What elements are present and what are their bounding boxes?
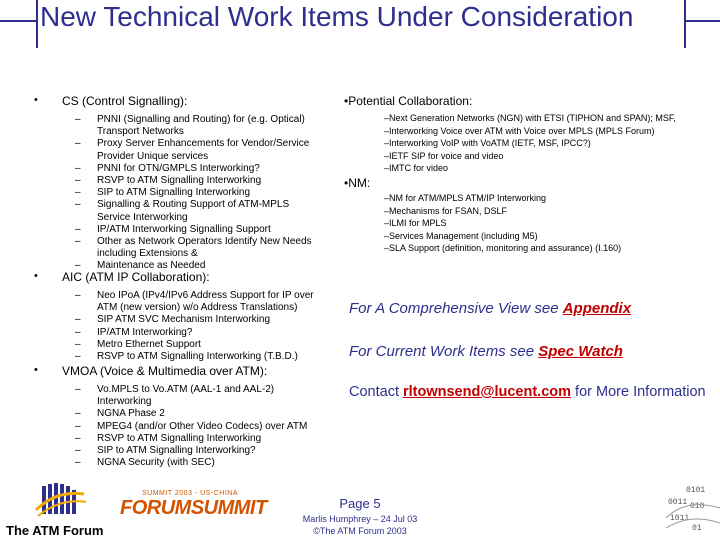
item-text: RSVP to ATM Signalling Interworking (T.B.D.) — [97, 351, 298, 363]
section-heading: AIC (ATM IP Collaboration): — [62, 270, 210, 284]
potential-list — [384, 112, 716, 175]
nm-heading-text: NM: — [348, 176, 371, 190]
list-item — [384, 137, 716, 150]
atm-forum-logo — [6, 480, 116, 536]
nm-list — [384, 192, 716, 255]
svg-text:0011: 0011 — [668, 498, 688, 507]
dash-glyph: – — [75, 114, 81, 125]
dash-glyph: – — [384, 205, 390, 216]
item-text: NGNA Phase 2 — [97, 408, 165, 420]
svg-text:1011: 1011 — [670, 514, 690, 523]
atm-forum-label: The ATM Forum — [6, 523, 104, 538]
spec-watch-callout — [349, 343, 623, 361]
bullet-glyph: • — [34, 364, 38, 376]
item-text: Services Management (including M5) — [389, 230, 538, 241]
item-text: SIP to ATM Signalling Interworking? — [97, 445, 256, 457]
appendix-callout — [349, 300, 631, 318]
dash-glyph: – — [384, 243, 390, 254]
contact-email-link[interactable]: rltownsend@lucent.com — [403, 384, 572, 400]
sub-list — [75, 290, 322, 363]
svg-text:01: 01 — [692, 524, 702, 533]
frame-top-left-line — [0, 20, 37, 22]
list-item — [384, 230, 716, 243]
contact-suffix: for More Information — [571, 384, 706, 400]
list-item — [384, 150, 716, 163]
item-text: Vo.MPLS to Vo.ATM (AAL-1 and AAL-2) Interworking — [97, 384, 275, 408]
dash-glyph: – — [75, 326, 81, 338]
dash-glyph: – — [75, 162, 81, 174]
list-item — [75, 338, 322, 351]
dash-glyph: – — [75, 445, 81, 457]
nm-heading — [344, 176, 716, 190]
left-column — [34, 94, 322, 273]
dash-glyph: – — [75, 236, 81, 248]
item-text: RSVP to ATM Signalling Interworking — [97, 175, 262, 187]
appendix-prefix: For A Comprehensive View see — [349, 300, 563, 317]
dash-glyph: – — [75, 338, 81, 350]
contact-prefix: Contact — [349, 384, 403, 400]
item-text: Proxy Server Enhancements for Vendor/Service Provider Unique services — [97, 138, 310, 162]
list-item — [75, 326, 322, 339]
potential-heading — [344, 94, 716, 108]
dash-glyph: – — [384, 113, 390, 123]
item-text: Metro Ethernet Support — [97, 338, 201, 350]
dash-glyph: – — [75, 351, 81, 363]
dash-glyph: – — [75, 420, 81, 432]
frame-top-right-line — [684, 20, 720, 22]
dash-glyph: – — [75, 223, 81, 235]
list-item — [75, 314, 322, 326]
left-column-vmoa — [34, 364, 322, 469]
right-column-potential — [344, 94, 716, 175]
list-item — [75, 384, 322, 408]
item-text: Other as Network Operators Identify New Needs including Extensions & — [97, 236, 312, 260]
item-text: Neo IPoA (IPv4/IPv6 Address Support for IP over ATM (new version) w/o Address Translations) — [97, 290, 314, 314]
section-heading: CS (Control Signalling): — [62, 94, 188, 108]
dash-glyph: – — [384, 218, 390, 229]
item-text: Signalling & Routing Support of ATM-MPLS Service Interworking — [97, 199, 290, 223]
dash-glyph: – — [384, 163, 390, 174]
list-item — [75, 236, 322, 260]
dash-glyph: – — [75, 290, 81, 301]
list-item — [384, 192, 716, 205]
frame-left-vertical-line — [36, 0, 38, 48]
item-text: IP/ATM Interworking? — [97, 326, 193, 338]
list-item — [384, 217, 716, 230]
spec-watch-link[interactable]: Spec Watch — [538, 343, 623, 360]
potential-heading-text: Potential Collaboration: — [348, 94, 473, 108]
item-text: Interworking Voice over ATM with Voice over MPLS (MPLS Forum) — [389, 125, 655, 136]
section-aic — [34, 270, 322, 363]
list-item — [384, 242, 716, 255]
appendix-link[interactable]: Appendix — [562, 300, 632, 317]
dash-glyph: – — [75, 175, 81, 187]
item-text: IP/ATM Interworking Signalling Support — [97, 223, 271, 235]
binary-pattern-icon — [666, 478, 720, 540]
list-item — [75, 187, 322, 199]
svg-text:0101: 0101 — [686, 486, 706, 495]
left-column-aic — [34, 270, 322, 363]
dash-glyph: – — [75, 260, 81, 272]
list-item — [75, 432, 322, 445]
svg-text:010: 010 — [690, 502, 705, 511]
item-text: ILMI for MPLS — [389, 218, 447, 229]
list-item — [384, 125, 716, 138]
item-text: SIP ATM SVC Mechanism Interworking — [97, 314, 271, 326]
contact-callout — [349, 384, 709, 401]
atm-globe-icon — [6, 480, 116, 520]
list-item — [75, 445, 322, 457]
right-column-nm — [344, 176, 716, 255]
list-item — [75, 114, 322, 138]
dash-glyph: – — [75, 432, 81, 444]
item-text: Mechanisms for FSAN, DSLF — [389, 205, 508, 216]
dash-glyph: – — [384, 150, 390, 161]
list-item — [75, 290, 322, 314]
dash-glyph: – — [75, 187, 81, 199]
item-text: IETF SIP for voice and video — [389, 150, 504, 161]
list-item — [75, 351, 322, 363]
forum-summit-logo — [120, 490, 267, 530]
dash-glyph: – — [75, 408, 81, 420]
section-heading: VMOA (Voice & Multimedia over ATM): — [62, 364, 268, 378]
dash-glyph: – — [75, 138, 81, 150]
list-item — [75, 138, 322, 162]
footer-copyright: ©The ATM Forum 2003 — [313, 526, 407, 536]
summit-small-label: SUMMIT 2003 - US-CHINA — [141, 490, 239, 497]
list-item — [75, 175, 322, 187]
summit-label: FORUMSUMMIT — [120, 497, 267, 519]
bullet-glyph: • — [34, 270, 38, 282]
dash-glyph: – — [384, 125, 390, 136]
bullet-glyph: • — [34, 94, 38, 106]
sub-list — [75, 384, 322, 469]
item-text: PNNI (Signalling and Routing) for (e.g. Optical) Transport Networks — [97, 114, 305, 138]
dash-glyph: – — [75, 314, 81, 326]
dash-glyph: – — [75, 199, 81, 211]
bullet-glyph: • — [344, 94, 349, 108]
list-item — [75, 457, 322, 469]
list-item — [384, 112, 716, 125]
item-text: SLA Support (definition, monitoring and assurance) (I.160) — [389, 243, 622, 254]
sub-list — [75, 114, 322, 273]
section-cs — [34, 94, 322, 273]
dash-glyph: – — [384, 193, 390, 203]
item-text: Interworking VoIP with VoATM (IETF, MSF, IPCC?) — [389, 138, 591, 149]
dash-glyph: – — [384, 138, 390, 149]
page-title: New Technical Work Items Under Consideration — [40, 1, 634, 32]
list-item — [384, 162, 716, 175]
list-item — [75, 223, 322, 236]
section-vmoa — [34, 364, 322, 469]
footer-page: Page 5 — [339, 496, 381, 511]
dash-glyph: – — [75, 457, 81, 469]
item-text: MPEG4 (and/or Other Video Codecs) over ATM — [97, 420, 308, 432]
list-item — [75, 199, 322, 223]
dash-glyph: – — [75, 384, 81, 395]
frame-right-vertical-line — [684, 0, 686, 48]
item-text: IMTC for video — [389, 163, 449, 174]
item-text: NGNA Security (with SEC) — [97, 457, 215, 469]
spec-prefix: For Current Work Items see — [349, 343, 539, 360]
footer-author: Marlis Humphrey – 24 Jul 03 — [302, 514, 418, 524]
bullet-glyph: • — [344, 176, 349, 190]
item-text: PNNI for OTN/GMPLS Interworking? — [97, 162, 260, 174]
list-item — [75, 420, 322, 433]
item-text: RSVP to ATM Signalling Interworking — [97, 432, 262, 444]
item-text: NM for ATM/MPLS ATM/IP Interworking — [389, 193, 547, 203]
list-item — [75, 162, 322, 175]
dash-glyph: – — [384, 230, 390, 241]
binary-art-decoration — [666, 478, 720, 540]
item-text: SIP to ATM Signalling Interworking — [97, 187, 251, 199]
item-text: Maintenance as Needed — [97, 260, 206, 272]
list-item — [384, 205, 716, 218]
item-text: Next Generation Networks (NGN) with ETSI (TIPHON and SPAN); MSF, — [389, 113, 676, 123]
list-item — [75, 408, 322, 420]
